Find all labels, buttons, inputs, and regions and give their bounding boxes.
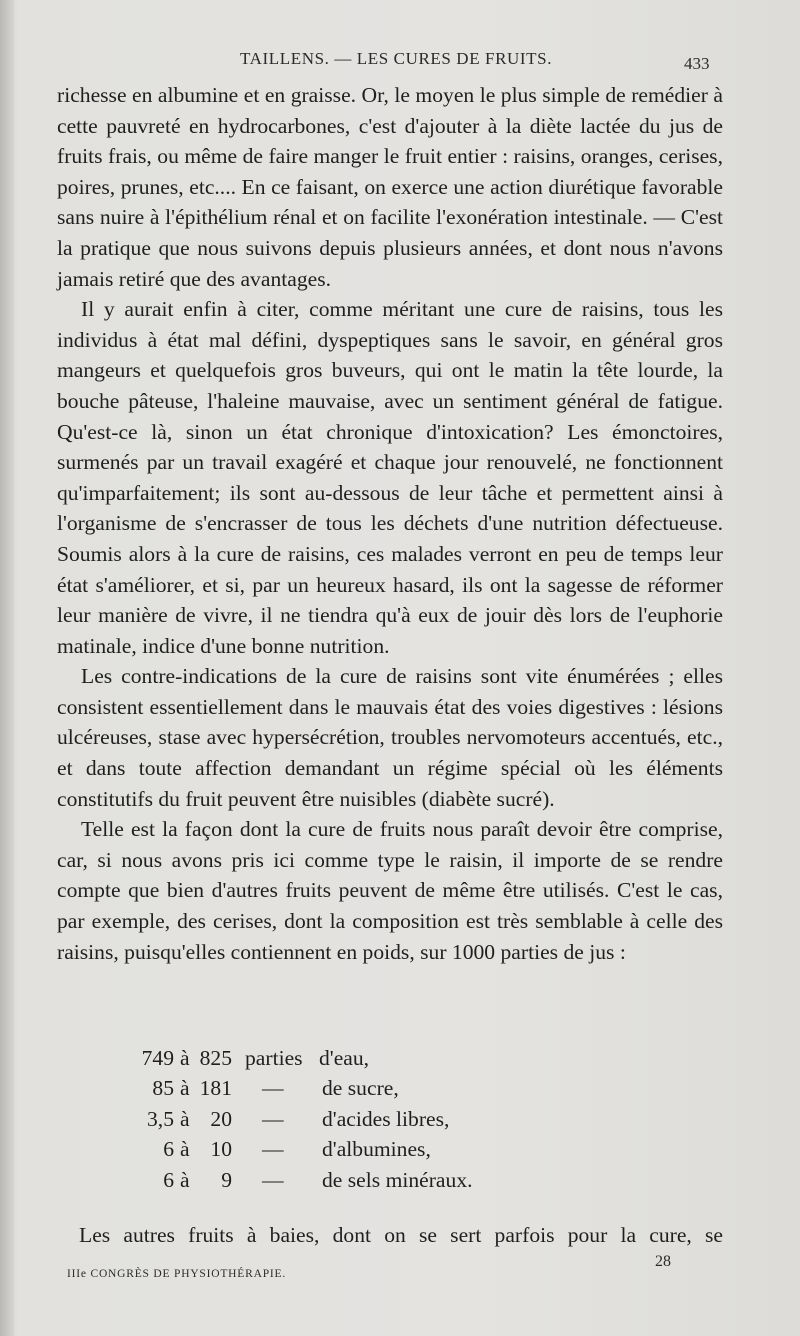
body-text	[57, 80, 723, 967]
range-connector: à	[180, 1137, 190, 1162]
paragraph-4: Telle est la façon dont la cure de fruits nous paraît devoir être comprise, car, si nous avons pris ici comme type le raisin, il importe de se rendre compte que bien d'autres fruits peuvent de même être utilisés. C'est le cas, par exemple, des cerises, dont la composition est très semblable à celle des raisins, puisqu'elles contiennent en poids, sur 1000 parties de jus :	[57, 817, 723, 964]
range-to: 10	[210, 1137, 232, 1162]
page-number: 433	[684, 54, 710, 73]
range-connector: à	[180, 1046, 190, 1070]
range-from: 749	[141, 1046, 174, 1070]
ditto-dash: —	[262, 1076, 284, 1101]
composition-row	[0, 1168, 800, 1198]
continuation-line: Les autres fruits à baies, dont on se sert parfois pour la cure, se	[79, 1223, 723, 1247]
composition-row	[0, 1107, 800, 1137]
component-label: d'eau,	[319, 1046, 370, 1070]
range-connector: à	[180, 1106, 190, 1131]
ditto-dash: —	[262, 1106, 284, 1131]
range-from: 6	[163, 1167, 174, 1192]
range-connector: à	[180, 1167, 190, 1192]
footer-signature: IIIe CONGRÈS DE PHYSIOTHÉRAPIE.	[67, 1268, 287, 1280]
range-from: 6	[163, 1137, 174, 1162]
range-to: 825	[199, 1046, 232, 1070]
range-to: 20	[210, 1106, 232, 1131]
unit-label: parties	[245, 1046, 303, 1070]
component-label: de sucre,	[322, 1076, 399, 1101]
paragraph-2: Il y aurait enfin à citer, comme méritant une cure de raisins, tous les individus à état mal défini, dyspeptiques sans le savoir, en général gros mangeurs et quelquefois gros buveurs, qui ont le matin la tête lourde, la bouche pâteuse, l'haleine mauvaise, avec un sentiment général de fatigue. Qu'est-ce là, sinon un état chronique d'intoxication? Les émonctoires, surmenés par un travail exagéré et chaque jour renouvelé, ne fonctionnent qu'imparfaitement; ils sont au-dessous de leur tâche et permettent ainsi à l'organisme de s'encrasser de tous les déchets d'une nutrition défectueuse. Soumis alors à la cure de raisins, ces malades verront en peu de temps leur état s'améliorer, et si, par un heureux hasard, ils ont la sagesse de réformer leur manière de vivre, il ne tiendra qu'à eux de jouir dès lors de l'euphorie matinale, indice d'une bonne nutrition.	[57, 297, 723, 658]
component-label: d'acides libres,	[322, 1106, 450, 1131]
range-from: 85	[152, 1076, 174, 1101]
component-label: de sels minéraux.	[322, 1167, 473, 1192]
range-to: 9	[221, 1167, 232, 1192]
page-header	[0, 47, 800, 77]
ditto-dash: —	[262, 1137, 284, 1162]
range-connector: à	[180, 1076, 190, 1101]
composition-row	[0, 1076, 800, 1106]
composition-table	[0, 1046, 800, 1198]
signature-number: 28	[655, 1253, 671, 1270]
ditto-dash: —	[262, 1167, 284, 1192]
composition-row	[0, 1046, 800, 1076]
paragraph-3: Les contre-indications de la cure de raisins sont vite énumérées ; elles consistent essentiellement dans le mauvais état des voies digestives : lésions ulcéreuses, stase avec hypersécrétion, troubles nervomoteurs accentués, etc., et dans toute affection demandant un régime spécial où les éléments constitutifs du fruit peuvent être nuisibles (diabète sucré).	[57, 664, 723, 811]
paragraph-1: richesse en albumine et en graisse. Or, le moyen le plus simple de remédier à cette pauvreté en hydrocarbones, c'est d'ajouter à la diète lactée du jus de fruits frais, ou même de faire manger le fruit entier : raisins, oranges, cerises, poires, prunes, etc.... En ce faisant, on exerce une action diurétique favorable sans nuire à l'épithélium rénal et on facilite l'exonération intestinale. — C'est la pratique que nous suivons depuis plusieurs années, et dont nous n'avons jamais retiré que des avantages.	[57, 83, 723, 291]
running-title: TAILLENS. — LES CURES DE FRUITS.	[240, 49, 553, 68]
component-label: d'albumines,	[322, 1137, 431, 1162]
range-from: 3,5	[147, 1106, 174, 1131]
composition-row	[0, 1137, 800, 1167]
range-to: 181	[199, 1076, 232, 1101]
